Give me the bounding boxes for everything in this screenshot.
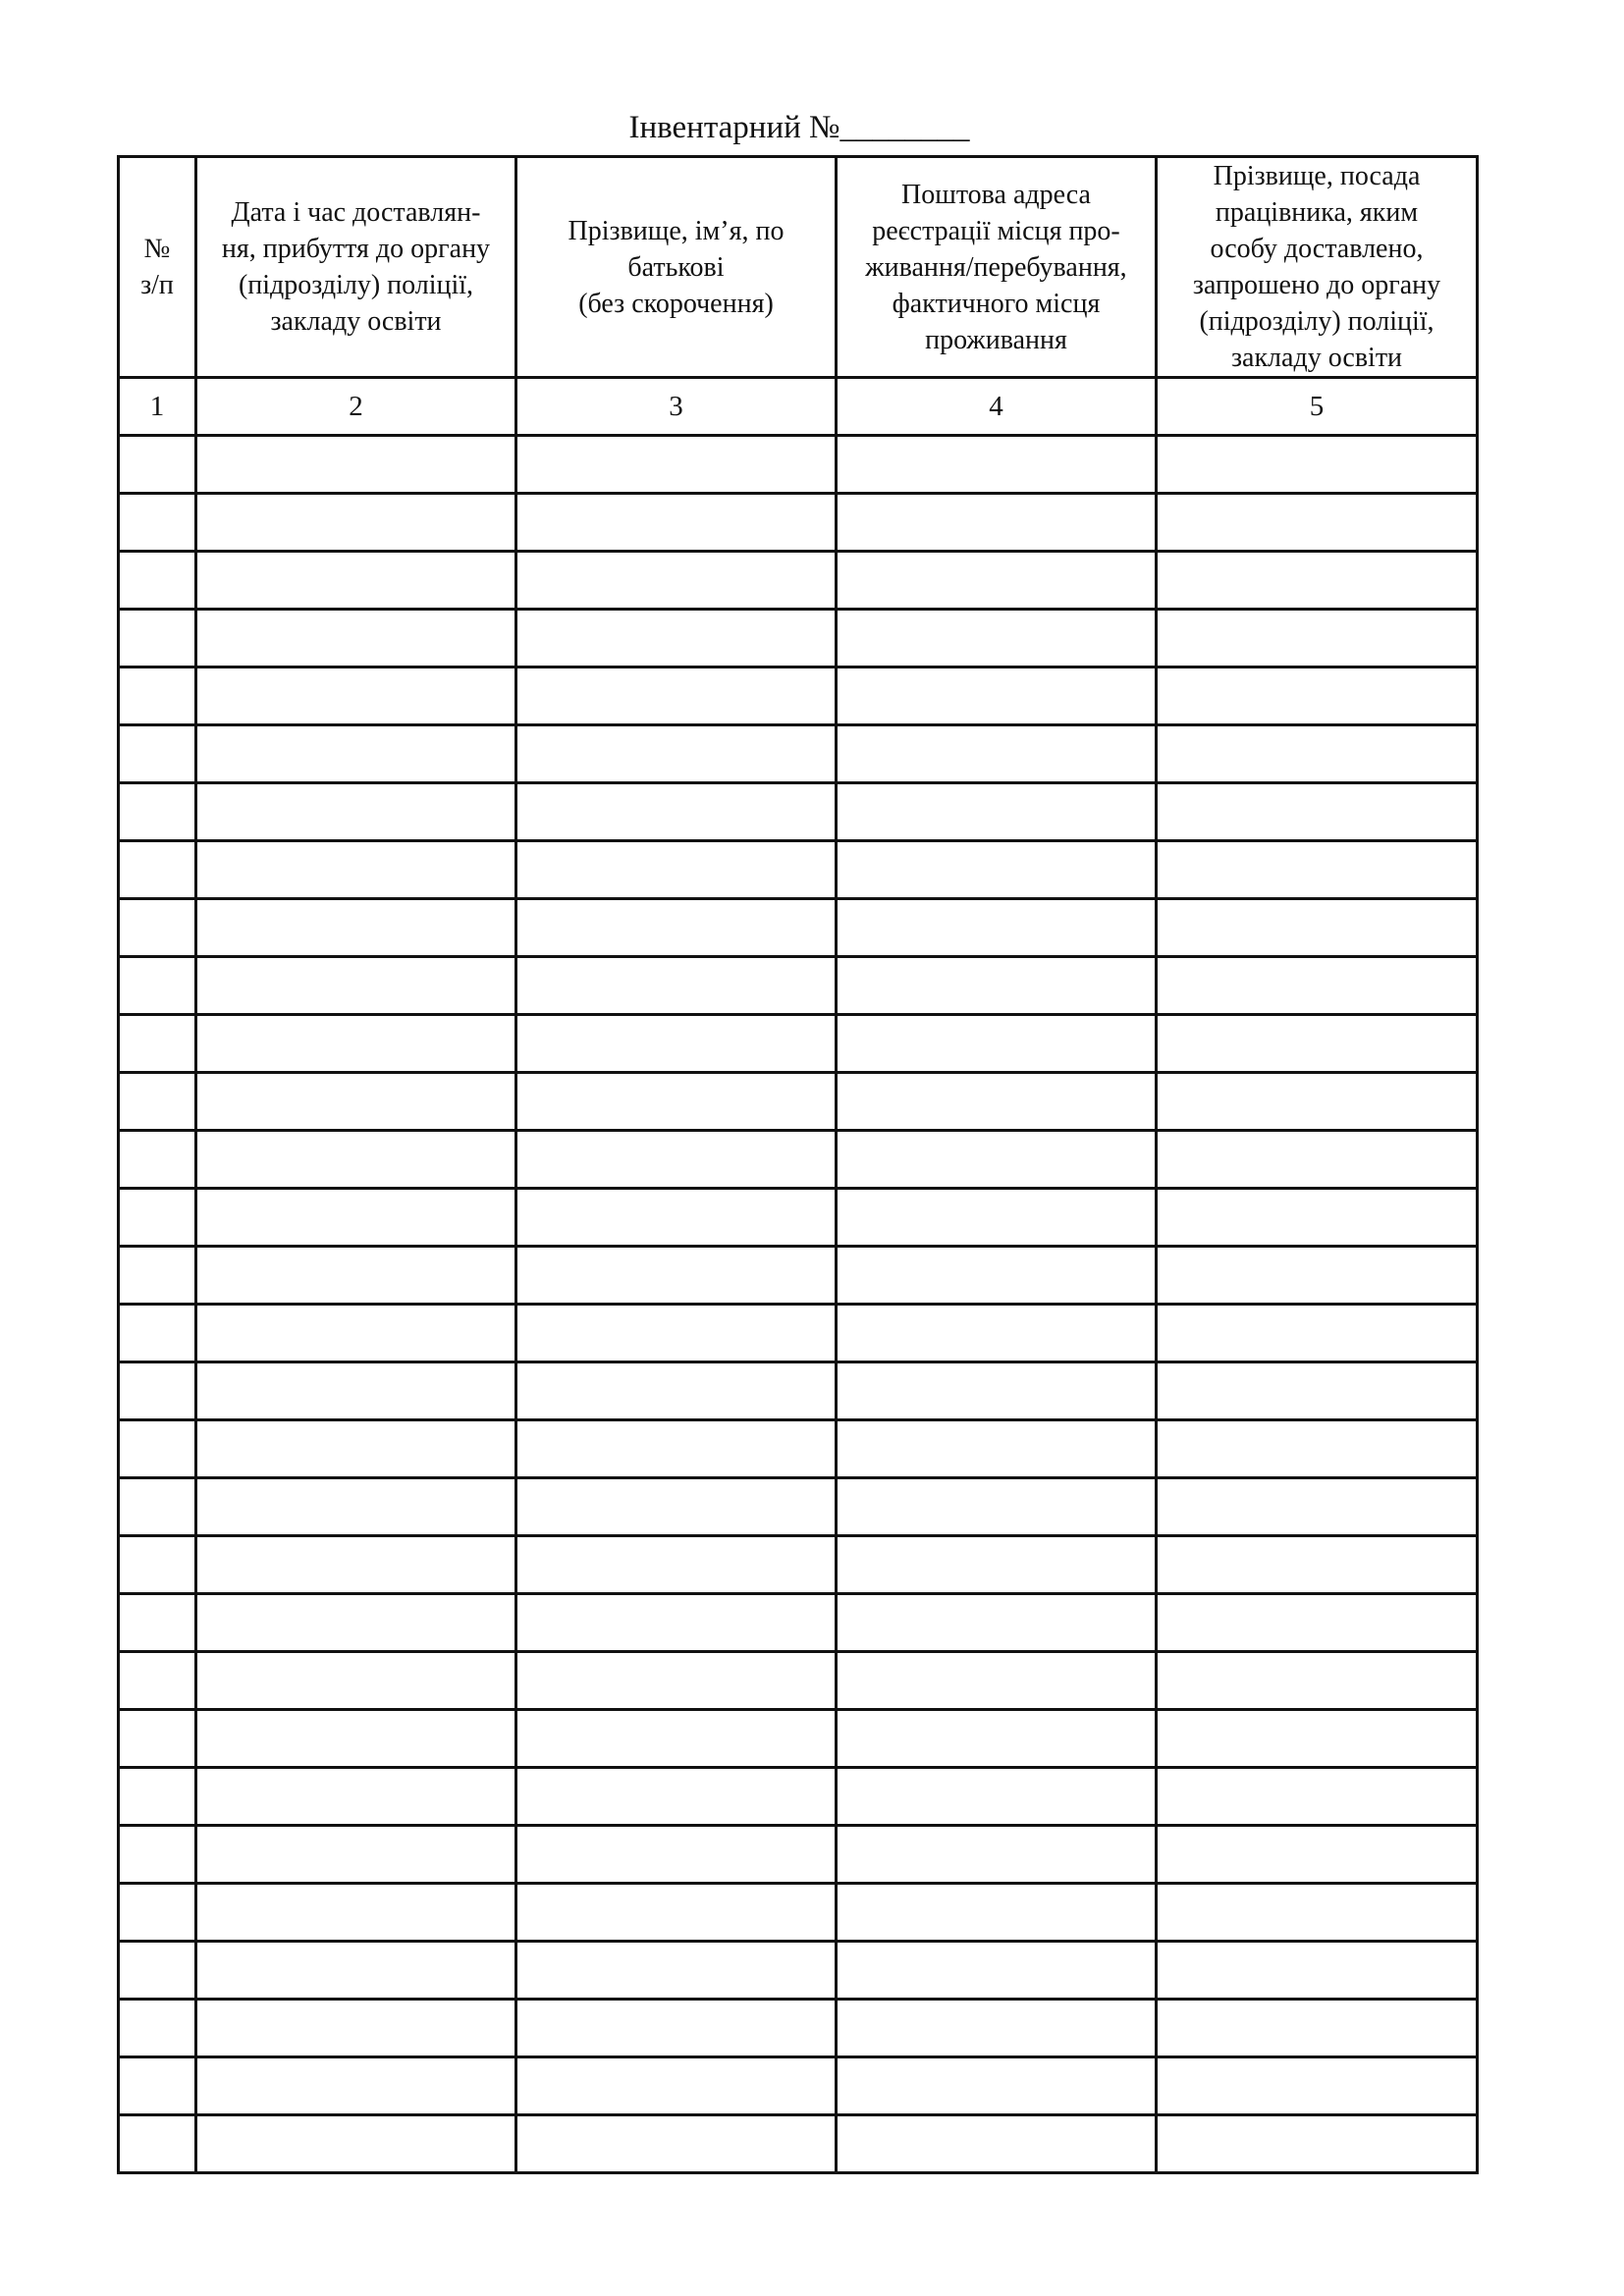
table-row (119, 783, 1478, 841)
table-cell (119, 2000, 196, 2057)
table-cell (837, 1131, 1157, 1189)
table-cell (837, 1015, 1157, 1073)
header-address (837, 157, 1157, 378)
header-line: з/п (140, 270, 174, 300)
table-cell (837, 1594, 1157, 1652)
column-number: 3 (516, 378, 837, 436)
table-cell (837, 1710, 1157, 1768)
table-row (119, 494, 1478, 552)
table-cell (837, 494, 1157, 552)
table-cell (837, 725, 1157, 783)
table-row (119, 667, 1478, 725)
table-cell (1157, 1305, 1478, 1362)
table-cell (516, 1652, 837, 1710)
table-row (119, 610, 1478, 667)
table-cell (837, 436, 1157, 494)
table-cell (1157, 1189, 1478, 1247)
header-line: працівника, яким (1215, 197, 1419, 228)
header-date-time (196, 157, 516, 378)
table-row (119, 1420, 1478, 1478)
table-row (119, 725, 1478, 783)
table-cell (837, 1478, 1157, 1536)
table-row (119, 1594, 1478, 1652)
table-cell (196, 957, 516, 1015)
table-row (119, 1362, 1478, 1420)
table-cell (119, 1536, 196, 1594)
table-cell (837, 2057, 1157, 2115)
table-cell (837, 1536, 1157, 1594)
table-cell (516, 2057, 837, 2115)
table-cell (516, 1420, 837, 1478)
table-cell (119, 841, 196, 899)
table-cell (119, 725, 196, 783)
table-row (119, 899, 1478, 957)
header-line: (підрозділу) поліції, (238, 270, 474, 300)
table-cell (516, 2000, 837, 2057)
table-row (119, 1073, 1478, 1131)
table-cell (516, 494, 837, 552)
table-cell (119, 1362, 196, 1420)
table-row (119, 1189, 1478, 1247)
table-cell (837, 1826, 1157, 1884)
table-cell (119, 1420, 196, 1478)
table-cell (516, 1478, 837, 1536)
table-cell (516, 1826, 837, 1884)
header-line: закладу освіти (270, 306, 442, 337)
header-line: запрошено до органу (1192, 270, 1441, 300)
table-cell (516, 1015, 837, 1073)
table-cell (119, 610, 196, 667)
table-cell (196, 1362, 516, 1420)
table-cell (196, 1536, 516, 1594)
header-number (119, 157, 196, 378)
table-cell (196, 1478, 516, 1536)
table-cell (196, 494, 516, 552)
table-cell (196, 2115, 516, 2173)
table-row (119, 1536, 1478, 1594)
table-cell (516, 1247, 837, 1305)
table-row (119, 1015, 1478, 1073)
table-row (119, 1652, 1478, 1710)
table-row (119, 1710, 1478, 1768)
table-cell (837, 1652, 1157, 1710)
table-cell (196, 1247, 516, 1305)
table-cell (1157, 1247, 1478, 1305)
table-cell (196, 1652, 516, 1710)
table-cell (516, 1362, 837, 1420)
table-cell (516, 1710, 837, 1768)
table-cell (1157, 1015, 1478, 1073)
header-line: Прізвище, посада (1213, 161, 1421, 191)
table-cell (1157, 1652, 1478, 1710)
header-full-name (516, 157, 837, 378)
table-cell (837, 1768, 1157, 1826)
table-cell (837, 1884, 1157, 1942)
column-number-row (119, 378, 1478, 436)
table-cell (516, 610, 837, 667)
table-cell (1157, 2115, 1478, 2173)
table-cell (119, 1189, 196, 1247)
table-cell (516, 1189, 837, 1247)
table-cell (119, 552, 196, 610)
table-cell (196, 1710, 516, 1768)
table-cell (119, 1826, 196, 1884)
header-line: живання/перебування, (865, 251, 1127, 283)
table-cell (196, 2057, 516, 2115)
table-cell (837, 2000, 1157, 2057)
table-row (119, 1826, 1478, 1884)
table-cell (1157, 1826, 1478, 1884)
table-cell (196, 1768, 516, 1826)
header-line: фактичного місця (892, 288, 1101, 319)
table-cell (516, 841, 837, 899)
table-cell (837, 2115, 1157, 2173)
table-cell (119, 1652, 196, 1710)
table-cell (196, 1305, 516, 1362)
table-row (119, 1768, 1478, 1826)
table-cell (1157, 1131, 1478, 1189)
table-row (119, 1942, 1478, 2000)
table-body (119, 436, 1478, 2173)
table-cell (1157, 494, 1478, 552)
table-cell (196, 1594, 516, 1652)
table-cell (1157, 957, 1478, 1015)
table-cell (1157, 1884, 1478, 1942)
table-cell (516, 1536, 837, 1594)
table-cell (516, 2115, 837, 2173)
table-cell (196, 899, 516, 957)
header-officer (1157, 157, 1478, 378)
table-cell (516, 783, 837, 841)
table-cell (196, 1189, 516, 1247)
table-cell (196, 667, 516, 725)
table-cell (196, 2000, 516, 2057)
table-cell (837, 1247, 1157, 1305)
table-cell (516, 1594, 837, 1652)
table-cell (516, 1073, 837, 1131)
table-cell (1157, 1594, 1478, 1652)
table-cell (196, 1884, 516, 1942)
header-line: Поштова адреса (901, 179, 1091, 210)
table-cell (837, 552, 1157, 610)
table-row (119, 1247, 1478, 1305)
table-cell (516, 725, 837, 783)
table-cell (1157, 841, 1478, 899)
table-cell (119, 1478, 196, 1536)
table-cell (1157, 2057, 1478, 2115)
table-cell (119, 1768, 196, 1826)
table-cell (837, 783, 1157, 841)
table-cell (196, 1015, 516, 1073)
table-cell (196, 1073, 516, 1131)
table-cell (119, 899, 196, 957)
table-cell (1157, 552, 1478, 610)
table-row (119, 841, 1478, 899)
table-cell (837, 1073, 1157, 1131)
table-cell (1157, 1073, 1478, 1131)
table-cell (516, 552, 837, 610)
header-line: особу доставлено, (1210, 234, 1424, 264)
table-cell (119, 667, 196, 725)
header-line: ня, прибуття до органу (221, 234, 491, 264)
column-number: 2 (196, 378, 516, 436)
table-cell (119, 436, 196, 494)
table-cell (196, 552, 516, 610)
table-cell (119, 1073, 196, 1131)
table-cell (196, 436, 516, 494)
register-table (117, 155, 1479, 2174)
table-row (119, 1131, 1478, 1189)
table-cell (1157, 1362, 1478, 1420)
table-cell (1157, 1420, 1478, 1478)
header-line: реєстрації місця про- (872, 215, 1120, 246)
header-line: проживання (925, 324, 1067, 355)
header-line: (без скорочення) (578, 288, 774, 319)
table-cell (837, 1420, 1157, 1478)
table-cell (1157, 899, 1478, 957)
table-cell (119, 2115, 196, 2173)
header-line: № (143, 234, 171, 264)
column-number: 1 (119, 378, 196, 436)
table-cell (196, 610, 516, 667)
table-cell (516, 957, 837, 1015)
table-cell (837, 1942, 1157, 2000)
table-row (119, 552, 1478, 610)
table-cell (1157, 2000, 1478, 2057)
table-cell (837, 841, 1157, 899)
table-cell (1157, 667, 1478, 725)
table-row (119, 2115, 1478, 2173)
table-cell (1157, 1478, 1478, 1536)
table-cell (1157, 783, 1478, 841)
table-cell (837, 957, 1157, 1015)
table-cell (196, 783, 516, 841)
table-cell (837, 1305, 1157, 1362)
table-cell (119, 1594, 196, 1652)
table-cell (119, 1015, 196, 1073)
table-cell (516, 899, 837, 957)
table-cell (516, 667, 837, 725)
table-cell (119, 1131, 196, 1189)
column-number: 5 (1157, 378, 1478, 436)
table-cell (196, 841, 516, 899)
table-cell (119, 1884, 196, 1942)
table-cell (516, 1305, 837, 1362)
header-line: Дата і час доставлян- (231, 197, 481, 228)
table-cell (196, 1942, 516, 2000)
table-row (119, 1884, 1478, 1942)
table-row (119, 2057, 1478, 2115)
table-cell (196, 725, 516, 783)
table-cell (196, 1826, 516, 1884)
table-cell (837, 1362, 1157, 1420)
table-cell (1157, 1942, 1478, 2000)
header-line: Прізвище, ім’я, по (568, 215, 785, 246)
table-cell (516, 1768, 837, 1826)
table-cell (1157, 1710, 1478, 1768)
table-cell (516, 1884, 837, 1942)
table-cell (1157, 436, 1478, 494)
table-cell (119, 494, 196, 552)
table-cell (837, 899, 1157, 957)
table-cell (837, 667, 1157, 725)
table-cell (119, 1942, 196, 2000)
table-cell (119, 1305, 196, 1362)
table-cell (516, 436, 837, 494)
table-header-row (119, 157, 1478, 378)
table-row (119, 957, 1478, 1015)
table-cell (196, 1131, 516, 1189)
table-cell (1157, 610, 1478, 667)
table-cell (1157, 725, 1478, 783)
table-cell (1157, 1536, 1478, 1594)
table-cell (516, 1942, 837, 2000)
table-cell (119, 957, 196, 1015)
header-line: (підрозділу) поліції, (1199, 306, 1435, 337)
table-cell (1157, 1768, 1478, 1826)
table-cell (196, 1420, 516, 1478)
table-row (119, 1305, 1478, 1362)
table-cell (119, 1247, 196, 1305)
table-cell (837, 610, 1157, 667)
column-number: 4 (837, 378, 1157, 436)
table-cell (119, 1710, 196, 1768)
header-line: батькові (627, 251, 725, 283)
table-row (119, 1478, 1478, 1536)
table-cell (837, 1189, 1157, 1247)
header-line: закладу освіти (1230, 343, 1403, 373)
inventory-number-title: Інвентарний №________ (628, 110, 970, 145)
table-cell (119, 2057, 196, 2115)
table-row (119, 2000, 1478, 2057)
table-row (119, 436, 1478, 494)
table-cell (516, 1131, 837, 1189)
table-cell (119, 783, 196, 841)
